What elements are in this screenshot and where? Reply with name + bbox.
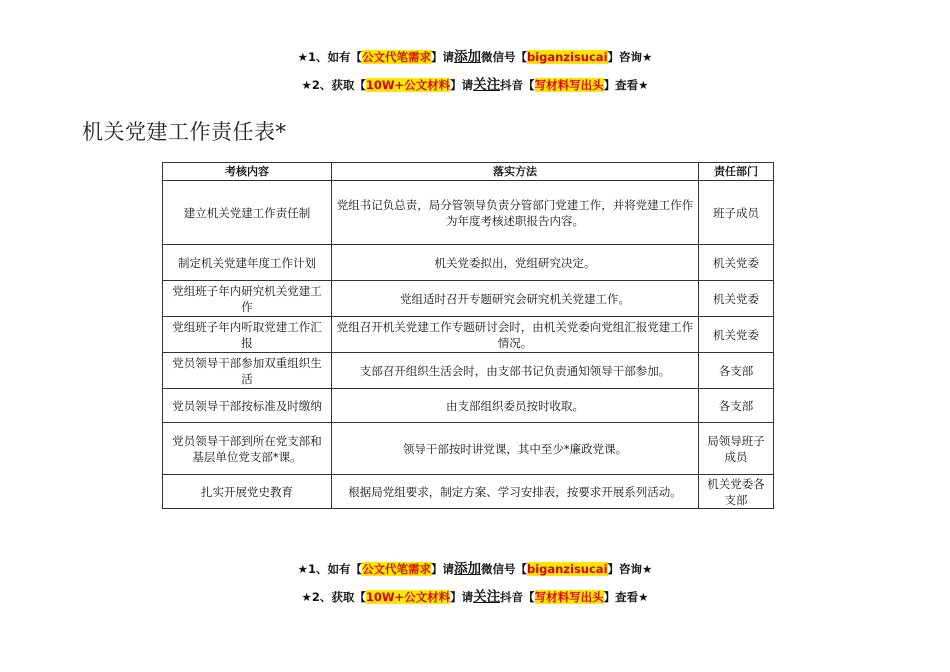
highlight-text: 10W+公文材料 — [365, 590, 451, 604]
table-row — [163, 423, 774, 475]
method-cell: 领导干部按时讲党课，其中至少*廉政党课。 — [332, 423, 699, 475]
table-row — [163, 245, 774, 281]
highlight-text: 10W+公文材料 — [365, 78, 451, 92]
item-cell: 党组班子年内研究机关党建工作 — [163, 281, 332, 317]
promo-banner-top-line2: ★2、获取【10W+公文材料】请关注抖音【写材料写出头】查看★ — [301, 77, 649, 93]
method-cell: 党组召开机关党建工作专题研讨会时，由机关党委向党组汇报党建工作情况。 — [332, 317, 699, 353]
responsibility-table — [162, 162, 774, 509]
highlight-text: 公文代笔需求 — [361, 50, 431, 64]
dept-cell: 机关党委各支部 — [699, 475, 774, 509]
dept-cell: 各支部 — [699, 389, 774, 423]
item-cell: 党组班子年内听取党建工作汇报 — [163, 317, 332, 353]
item-cell: 制定机关党建年度工作计划 — [163, 245, 332, 281]
wechat-id: biganzisucai — [526, 562, 608, 576]
table-row — [163, 389, 774, 423]
item-cell: 扎实开展党史教育 — [163, 475, 332, 509]
method-cell: 根据局党组要求，制定方案、学习安排表，按要求开展系列活动。 — [332, 475, 699, 509]
table-header-row — [163, 163, 774, 181]
item-cell: 建立机关党建工作责任制 — [163, 181, 332, 245]
highlight-text: 公文代笔需求 — [361, 562, 431, 576]
item-cell: 党员领导干部到所在党支部和基层单位党支部*课。 — [163, 423, 332, 475]
table-row — [163, 317, 774, 353]
method-cell: 机关党委拟出，党组研究决定。 — [332, 245, 699, 281]
promo-banner-top-line1: ★1、如有【公文代笔需求】请添加微信号【biganzisucai】咨询★ — [297, 49, 653, 65]
method-cell: 党组适时召开专题研究会研究机关党建工作。 — [332, 281, 699, 317]
dept-cell: 机关党委 — [699, 281, 774, 317]
promo-banner-bottom-line2: ★2、获取【10W+公文材料】请关注抖音【写材料写出头】查看★ — [301, 589, 649, 605]
table-row — [163, 475, 774, 509]
douyin-id: 写材料写出头 — [534, 78, 604, 92]
dept-cell: 局领导班子成员 — [699, 423, 774, 475]
document-title: 机关党建工作责任表* — [82, 120, 287, 144]
dept-cell: 机关党委 — [699, 245, 774, 281]
method-cell: 党组书记负总责，局分管领导负责分管部门党建工作，并将党建工作作为年度考核述职报告内容。 — [332, 181, 699, 245]
dept-cell: 班子成员 — [699, 181, 774, 245]
table-row — [163, 281, 774, 317]
dept-cell: 机关党委 — [699, 317, 774, 353]
header-cell: 落实方法 — [332, 163, 699, 181]
header-cell: 考核内容 — [163, 163, 332, 181]
item-cell: 党员领导干部参加双重组织生活 — [163, 353, 332, 389]
method-cell: 支部召开组织生活会时，由支部书记负责通知领导干部参加。 — [332, 353, 699, 389]
header-cell: 责任部门 — [699, 163, 774, 181]
promo-banner-bottom-line1: ★1、如有【公文代笔需求】请添加微信号【biganzisucai】咨询★ — [297, 561, 653, 577]
table-row — [163, 181, 774, 245]
douyin-id: 写材料写出头 — [534, 590, 604, 604]
item-cell: 党员领导干部按标准及时缴纳 — [163, 389, 332, 423]
table-row — [163, 353, 774, 389]
method-cell: 由支部组织委员按时收取。 — [332, 389, 699, 423]
dept-cell: 各支部 — [699, 353, 774, 389]
wechat-id: biganzisucai — [526, 50, 608, 64]
